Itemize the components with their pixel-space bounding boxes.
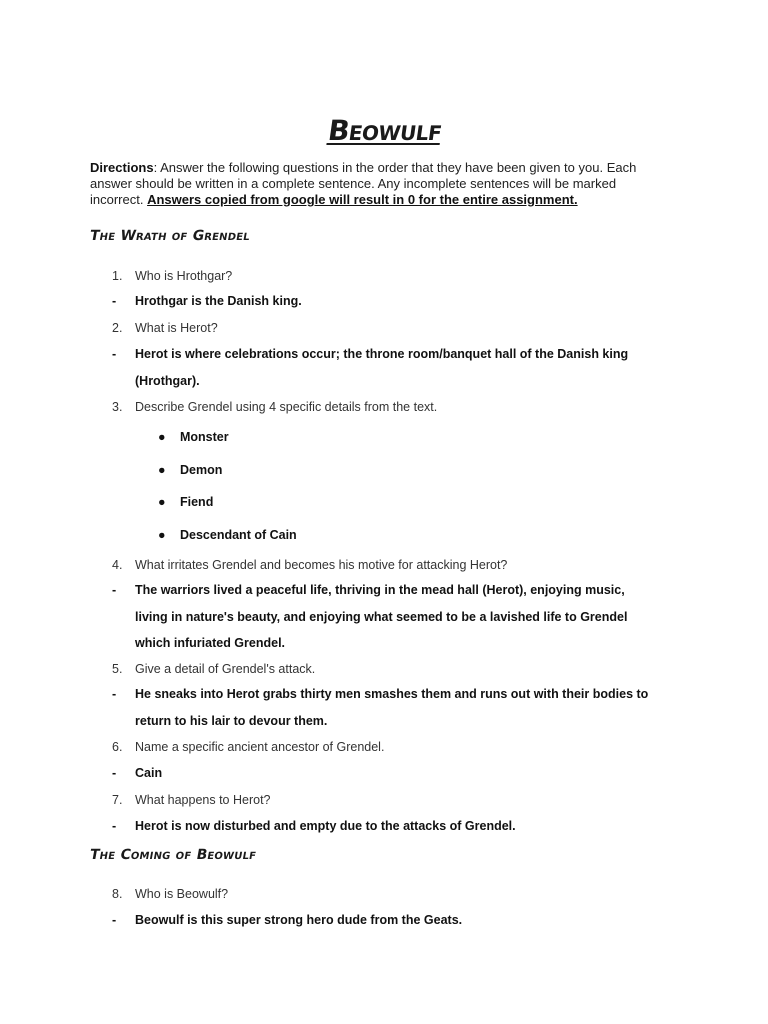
answer-item: [112, 760, 652, 787]
question-item: [112, 792, 271, 808]
question-item: [112, 320, 218, 336]
question-text: Describe Grendel using 4 specific details from the text.: [135, 400, 438, 414]
bullet-item: [158, 462, 222, 478]
section-title-coming: The Coming of Beowulf: [88, 847, 258, 863]
question-text: Name a specific ancient ancestor of Grendel.: [135, 740, 385, 754]
question-number: 5.: [112, 662, 123, 676]
bullet-text: Fiend: [180, 495, 214, 509]
question-text: What irritates Grendel and becomes his motive for attacking Herot?: [135, 558, 508, 572]
bullet-marker: ●: [158, 430, 166, 444]
answer-text: Hrothgar is the Danish king.: [135, 294, 302, 308]
directions-text: : Answer the following questions in the order that they have been given to you. Each answer should be written in a complete sentence. Any incomplete sentences will be marked incorrect.: [90, 160, 637, 207]
directions-paragraph: [90, 160, 670, 208]
bullet-marker: ●: [158, 463, 166, 477]
dash-marker: -: [112, 766, 117, 780]
dash-marker: -: [112, 913, 117, 927]
dash-marker: -: [112, 819, 117, 833]
answer-text: Herot is where celebrations occur; the throne room/banquet hall of the Danish king (Hrothgar).: [135, 347, 629, 388]
question-item: [112, 268, 232, 284]
answer-item: [112, 288, 652, 315]
question-item: [112, 739, 384, 755]
bullet-marker: ●: [158, 528, 166, 542]
question-number: 2.: [112, 321, 123, 335]
bullet-item: [158, 494, 213, 510]
bullet-text: Descendant of Cain: [180, 528, 297, 542]
question-item: [112, 886, 228, 902]
question-number: 1.: [112, 269, 123, 283]
question-text: Who is Beowulf?: [135, 887, 229, 901]
answer-text: Cain: [135, 766, 163, 780]
directions-label: Directions: [90, 160, 154, 175]
question-text: What is Herot?: [135, 321, 218, 335]
question-item: [112, 399, 437, 415]
bullet-marker: ●: [158, 495, 166, 509]
dash-marker: -: [112, 687, 117, 701]
question-text: Who is Hrothgar?: [135, 269, 233, 283]
bullet-item: [158, 429, 229, 445]
dash-marker: -: [112, 347, 117, 361]
answer-item: [112, 907, 652, 934]
dash-marker: -: [112, 294, 117, 308]
answer-item: [112, 341, 652, 394]
bullet-text: Monster: [180, 430, 229, 444]
question-number: 6.: [112, 740, 123, 754]
question-text: Give a detail of Grendel's attack.: [135, 662, 316, 676]
answer-item: [112, 577, 652, 657]
question-number: 7.: [112, 793, 123, 807]
dash-marker: -: [112, 583, 117, 597]
bullet-text: Demon: [180, 463, 223, 477]
question-item: [112, 557, 507, 573]
answer-text: He sneaks into Herot grabs thirty men smashes them and runs out with their bodies to return to his lair to devour them.: [135, 687, 649, 728]
bullet-item: [158, 527, 297, 543]
question-text: What happens to Herot?: [135, 793, 271, 807]
directions-warning: Answers copied from google will result in 0 for the entire assignment.: [147, 192, 578, 207]
question-number: 8.: [112, 887, 123, 901]
answer-text: The warriors lived a peaceful life, thriving in the mead hall (Herot), enjoying music, living in nature's beauty, and enjoying what seemed to be a lavished life to Grendel which infuriated Grendel.: [135, 583, 628, 650]
answer-text: Beowulf is this super strong hero dude from the Geats.: [135, 913, 463, 927]
answer-item: [112, 681, 652, 734]
question-number: 3.: [112, 400, 123, 414]
question-item: [112, 661, 315, 677]
question-number: 4.: [112, 558, 123, 572]
section-title-wrath: The Wrath of Grendel: [88, 228, 252, 244]
answer-text: Herot is now disturbed and empty due to the attacks of Grendel.: [135, 819, 516, 833]
answer-item: [112, 813, 652, 840]
document-title: Beowulf: [326, 114, 444, 147]
